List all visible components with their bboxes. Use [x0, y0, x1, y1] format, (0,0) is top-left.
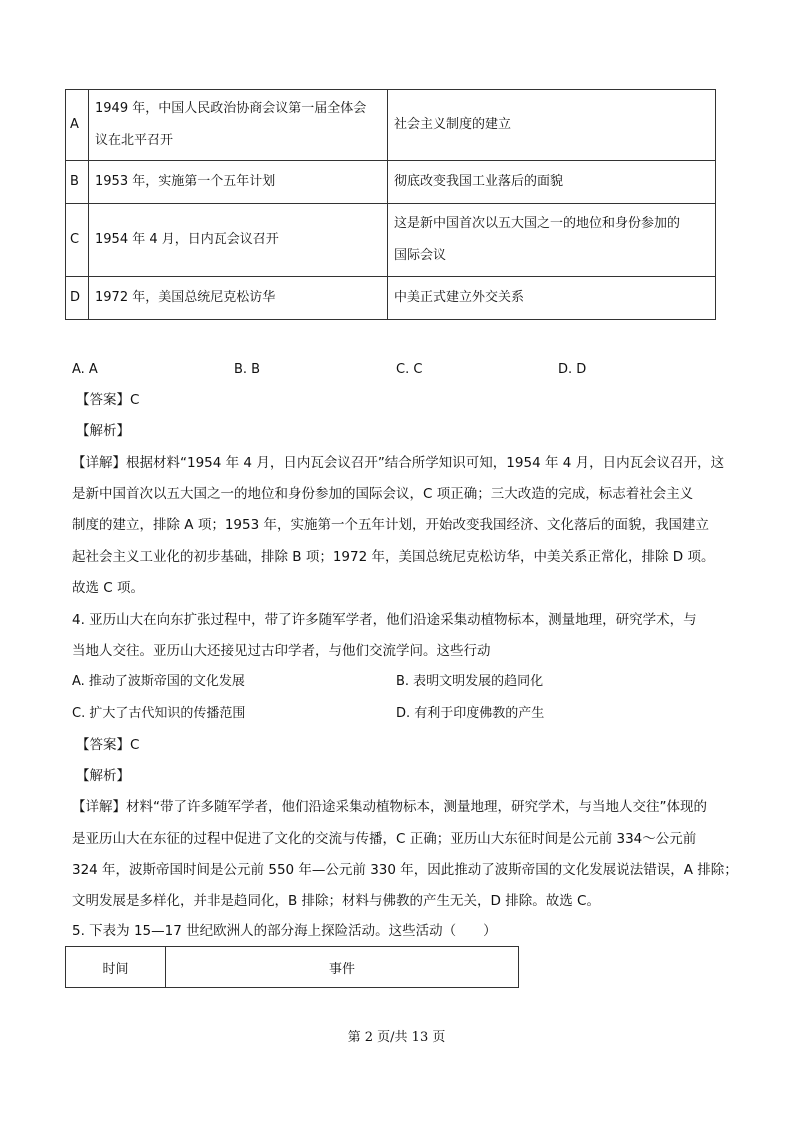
detail-line: 【详解】材料“带了许多随军学者，他们沿途采集动植物标本，测量地理，研究学术，与当地人交往”体现的	[72, 799, 707, 815]
question-stem: 4. 亚历山大在向东扩张过程中，带了许多随军学者，他们沿途采集动植物标本，测量地理，研究学术，与	[72, 612, 697, 628]
option-c: C. 扩大了古代知识的传播范围	[72, 706, 246, 721]
events-table	[65, 89, 716, 320]
option-d: D. D	[558, 362, 587, 377]
answer-label: 【答案】C	[76, 392, 140, 408]
detail-line: 是新中国首次以五大国之一的地位和身份参加的国际会议，C 项正确；三大改造的完成，标志着社会主义	[72, 486, 694, 502]
row-key: A	[66, 90, 89, 161]
row-key: D	[66, 277, 89, 320]
exploration-table	[65, 946, 519, 988]
table-row	[66, 161, 716, 204]
detail-line: 【详解】根据材料“1954 年 4 月，日内瓦会议召开”结合所学知识可知，1954 年 4 月，日内瓦会议召开，这	[72, 455, 725, 471]
detail-line: 起社会主义工业化的初步基础，排除 B 项；1972 年，美国总统尼克松访华，中美关系正常化，排除 D 项。	[72, 549, 715, 565]
page-footer: 第 2 页/共 13 页	[347, 1030, 446, 1045]
row-key: C	[66, 204, 89, 277]
event-cell	[89, 277, 388, 320]
significance-cell	[388, 277, 716, 320]
table-row	[66, 277, 716, 320]
significance-cell	[388, 204, 716, 277]
option-b: B. 表明文明发展的趋同化	[396, 674, 544, 689]
event-text: 1949 年，中国人民政治协商会议第一届全体会	[95, 101, 367, 116]
row-key: B	[66, 161, 89, 204]
detail-line: 324 年，波斯帝国时间是公元前 550 年—公元前 330 年，因此推动了波斯帝国的文化发展说法错误，A 排除；	[72, 862, 738, 878]
significance-text: 中美正式建立外交关系	[394, 290, 525, 305]
event-cell	[89, 204, 388, 277]
option-a: A. 推动了波斯帝国的文化发展	[72, 674, 245, 689]
option-a: A. A	[72, 362, 98, 377]
option-d: D. 有利于印度佛教的产生	[396, 706, 545, 721]
table-header-row	[66, 947, 519, 988]
option-b: B. B	[234, 362, 261, 377]
event-text: 议在北平召开	[95, 133, 174, 148]
significance-cell	[388, 90, 716, 161]
question-stem: 5. 下表为 15—17 世纪欧洲人的部分海上探险活动。这些活动（ ）	[72, 923, 497, 939]
header-time: 时间	[66, 947, 166, 988]
table-row	[66, 204, 716, 277]
significance-text: 国际会议	[394, 248, 447, 263]
event-text: 1972 年，美国总统尼克松访华	[95, 290, 276, 305]
event-text: 1954 年 4 月，日内瓦会议召开	[95, 232, 279, 247]
significance-text: 彻底改变我国工业落后的面貌	[394, 174, 564, 189]
significance-cell	[388, 161, 716, 204]
answer-label: 【答案】C	[76, 737, 140, 753]
analysis-label: 【解析】	[76, 768, 130, 784]
analysis-label: 【解析】	[76, 423, 130, 439]
detail-line: 是亚历山大在东征的过程中促进了文化的交流与传播，C 正确；亚历山大东征时间是公元前 334～公元前	[72, 831, 697, 847]
event-cell	[89, 90, 388, 161]
detail-line: 故选 C 项。	[72, 580, 145, 596]
detail-line: 制度的建立，排除 A 项；1953 年，实施第一个五年计划，开始改变我国经济、文化落后的面貌，我国建立	[72, 517, 709, 533]
detail-line: 文明发展是多样化，并非是趋同化，B 排除；材料与佛教的产生无关，D 排除。故选 C。	[72, 893, 600, 909]
header-event: 事件	[166, 947, 519, 988]
significance-text: 社会主义制度的建立	[394, 117, 512, 132]
table-row	[66, 90, 716, 161]
significance-text: 这是新中国首次以五大国之一的地位和身份参加的	[394, 216, 681, 231]
option-c: C. C	[396, 362, 423, 377]
event-text: 1953 年，实施第一个五年计划	[95, 174, 276, 189]
event-cell	[89, 161, 388, 204]
question-stem: 当地人交往。亚历山大还接见过古印学者，与他们交流学问。这些行动	[72, 643, 491, 659]
